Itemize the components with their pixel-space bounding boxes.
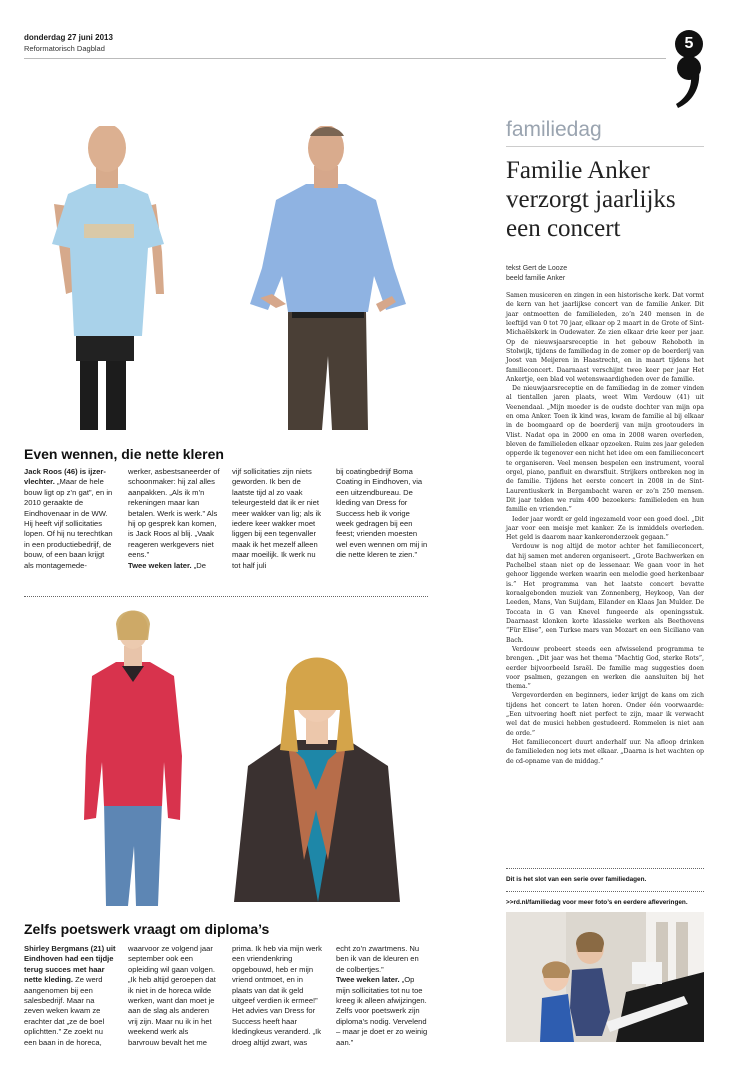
story-column xyxy=(24,944,116,1048)
page-date: donderdag 27 juni 2013 xyxy=(24,33,113,42)
story-column xyxy=(232,944,324,1048)
photo-family-piano xyxy=(506,912,704,1042)
series-note: Dit is het slot van een serie over familiedagen. xyxy=(506,876,647,883)
kicker-divider xyxy=(506,146,704,147)
story-headline-shirley: Zelfs poetswerk vraagt om diploma’s xyxy=(24,921,270,937)
feature-credits xyxy=(506,264,567,284)
story-lead: Jack Roos (46) is ijzervlechter. xyxy=(24,467,106,487)
story-body-shirley xyxy=(24,944,428,1048)
header-divider xyxy=(24,58,666,59)
story-text: bij coatingbedrijf Boma Coating in Eindhoven, via een uitzendbureau. De kleding van Dress for Success heb ik vorige week gedragen bij een feest; vrienden moesten wel even wennen om mij in die nette kleren te zien.” xyxy=(336,467,428,560)
story-text: waarvoor ze volgend jaar september ook een opleiding wil gaan volgen. „Ik heb altijd geroepen dat ik niet in de horeca wilde werken, want dan moet je aan de slag als anderen vrij zijn. Maar nu ik in het weekend werk als barvrouw bevalt het me xyxy=(128,944,216,1047)
story-text: „De xyxy=(191,560,206,570)
story-body-jack xyxy=(24,467,428,571)
photo-jack-before xyxy=(46,126,196,430)
article-paragraph: De nieuwjaarsreceptie en de familiedag in de zomer vinden al tientallen jaren plaats, weet Wim Verdouw (41) uit Veenendaal. „Mijn moeder is de oudste dochter van mijn opa en oma Anker. Toen ik kind was, kwam de familie al bij elkaar in de boomgaard op de boerderij van mijn grootouders in Vlist. Nadat opa in 2000 en oma in 2008 waren overleden, bleven de familieleden elkaar opzoeken. Ruim zes jaar geleden opperde ik tegenover een nicht het idee om een familieconcert te organiseren. Veel mensen bespelen een instrument, vooral orgel, piano, panfluit en dwarsfluit. Strijkers ontbreken nog in de familie. Tijdens het eerste concert in 2008 in de Sint-Laurentiuskerk in Bergambacht waren er zo’n 250 mensen. Dit jaar telden we ruim 400 bezoekers: familieleden en hun familie en vrienden.” xyxy=(506,385,704,514)
article-paragraph: Vergevorderden en beginners, ieder krijgt de kans om zich tijdens het concert te laten horen. Onder één voorwaarde: „Een uitvoering hoeft niet perfect te zijn, maar ik verwacht wel dat de musici hebben gestudeerd. Rommelen is niet aan de orde.” xyxy=(506,692,704,737)
story-subhead: Twee weken later. xyxy=(336,975,400,985)
feature-divider xyxy=(506,868,704,869)
story-text: vijf sollicitaties zijn niets geworden. Ik ben de laatste tijd al zo vaak teleurgesteld dat ik er niet meer wakker van lig; als ik iedere keer wakker moet liggen bij een tegenvaller maak ik het mezelf alleen maar moeilijk. Ik werk nu tot half juli xyxy=(232,467,322,570)
page-number: 5 xyxy=(675,30,703,58)
story-text: echt zo’n zwartmens. Nu ben ik van de kleuren en de colbertjes.” xyxy=(336,944,420,974)
story-text: „Op mijn sollicitaties tot nu toe kreeg ik alleen afwijzingen. Zelfs voor poetswerk zijn diploma’s nodig. Vervelend – maar je doet er zo weinig aan.” xyxy=(336,975,428,1047)
photo-shirley-before xyxy=(78,606,188,906)
story-text: „Maar de hele bouw ligt op z’n gat”, en in 2010 geraakte de Eindhovenaar in de WW. Hij heeft vijf sollicitaties lopen. Of hij nu terechtkan in een productiebedrijf, de bouw, of een baan krijgt als montagemede- xyxy=(24,477,113,570)
article-paragraph: Ieder jaar wordt er geld ingezameld voor een goed doel. „Dit jaar voor een meisje met kanker. Ze is inmiddels overleden. Het geld is daarom naar kankeronderzoek gegaan.” xyxy=(506,515,704,542)
section-divider xyxy=(24,596,428,597)
story-column xyxy=(232,467,324,571)
story-column xyxy=(336,944,428,1048)
story-subhead: Twee weken later. xyxy=(128,560,192,570)
story-text: werker, asbestsaneerder of schoonmaker: hij zal alles aanpakken. „Als ik m’n rekeningen maar kan betalen. Werk is werk.” Als hij op gesprek kan komen, is Jack Roos al blij. „Vaak reageren werkgevers niet eens.” xyxy=(128,467,220,560)
feature-article xyxy=(506,291,704,766)
article-paragraph: Het familieconcert duurt anderhalf uur. Na afloop drinken de familieleden nog iets met elkaar. „Daarna is het wachten op de cd-opname van de middag.” xyxy=(506,739,704,765)
story-column xyxy=(128,944,220,1048)
photo-jack-after xyxy=(226,126,422,430)
story-headline-jack: Even wennen, die nette kleren xyxy=(24,446,224,462)
story-lead: Shirley Bergmans (21) uit Eindhoven had een tijdje terug succes met haar nette kleding. xyxy=(24,944,116,985)
newspaper-name: Reformatorisch Dagblad xyxy=(24,44,105,53)
story-column xyxy=(128,467,220,571)
credit-text: tekst Gert de Looze xyxy=(506,265,568,272)
series-link[interactable]: >>rd.nl/familiedag voor meer foto’s en eerdere afleveringen. xyxy=(506,899,688,906)
article-paragraph: Samen musiceren en zingen in een historische kerk. Dat vormt de kern van het jaarlijkse concert van de familie Anker. Dit jaar ontmoetten de familieleden, zo’n 240 mensen in de leeftijd van 0 tot 70 jaar, elkaar op 2 maart in de Grote of Sint-Michaëlskerk in Oudewater. Ze zien elkaar drie keer per jaar. Op de nieuwsjaarsreceptie in het gebouw Rehoboth in Stolwijk, tijdens de familiedag in de zomer op de boerderij van Joost van Meijeren in Haastrecht, en in maart tijdens het familieconcert. Daarnaast verschijnt twee keer per jaar Het Ankertje, een blad vol wetenswaardigheden over de familie. xyxy=(506,292,704,383)
photo-shirley-after xyxy=(228,640,406,902)
feature-kicker: familiedag xyxy=(506,118,602,141)
feature-divider xyxy=(506,891,704,892)
story-column xyxy=(24,467,116,571)
story-column xyxy=(336,467,428,571)
comma-logo-icon xyxy=(672,54,706,110)
article-paragraph: Verdouw probeert steeds een afwisselend programma te brengen. „Dit jaar was het thema “Machtig God, sterke Rots”, eerder bijvoorbeeld Israël. De familie mag suggesties doen voor psalmen, gezangen en werken die aansluiten bij het thema.” xyxy=(506,645,704,691)
article-paragraph: Verdouw is nog altijd de motor achter het familieconcert, dat hij samen met anderen organiseert. „Grote Bachwerken en Pachelbel staan niet op de lessenaar. We gaan voor in het gehoor liggende werken waarin een melodie goed herkenbaar is.” Het programma van het laatste concert bevatte koraalgebonden muziek van Zonnenberg, Heykoop, Van der Leeden, Mans, Van Suijdam, Eilander en Klaas Jan Mulder. De Toccata in G van Knevel fungeerde als openingsstuk. Daarnaast klonken korte klassieke werken als Beethovens “Für Elise”, een Turkse mars van Mozart en een Siciliano van Bach. xyxy=(506,543,704,644)
feature-title: Familie Anker verzorgt jaarlijks een concert xyxy=(506,157,676,242)
credit-photo: beeld familie Anker xyxy=(506,275,566,282)
story-text: Ze werd aangenomen bij een salesbedrijf. Maar na zeven weken kwam ze erachter dat „ze de boel oplichtten.” Ze zoekt nu een baan in de horeca, xyxy=(24,975,105,1047)
story-text: prima. Ik heb via mijn werk een vriendenkring opgebouwd, heb er mijn vriend ontmoet, en in plaats van dat ik geld uitgeef verdien ik ermee!” Het advies van Dress for Success heeft haar kledingkeus veranderd. „Ik droeg altijd zwart, was xyxy=(232,944,322,1047)
